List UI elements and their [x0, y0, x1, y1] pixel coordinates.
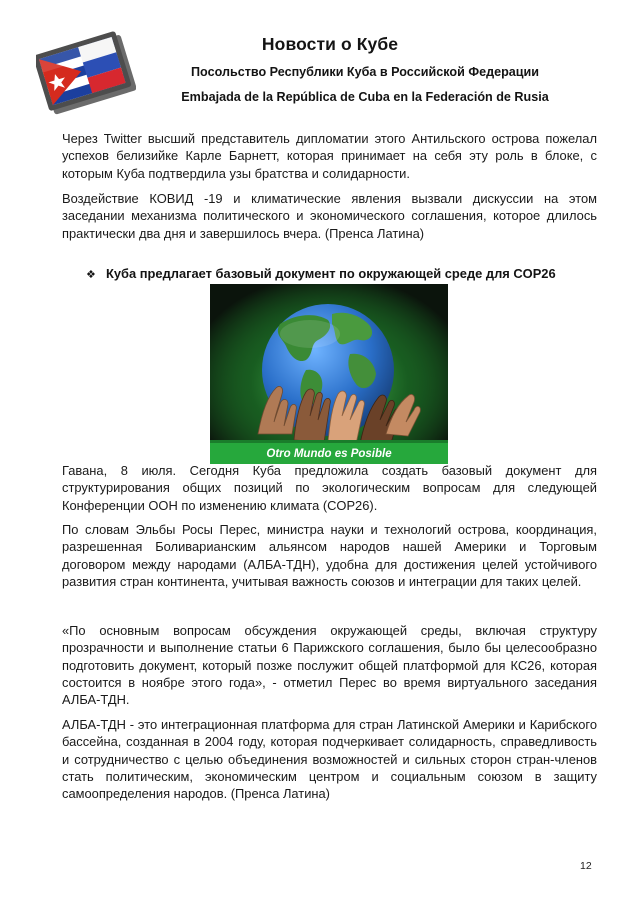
image-caption: Otro Mundo es Posible: [266, 448, 392, 460]
newsletter-title: Новости о Кубе: [261, 34, 399, 54]
article-paragraph: Гавана, 8 июля. Сегодня Куба предложила создать базовый документ для структурирования общих позиций по экологическим вопросам для следующей Конференции ООН по изменению климата (COP26).: [62, 463, 597, 513]
page-number: 12: [580, 860, 592, 872]
article-paragraph: По словам Эльбы Росы Перес, министра науки и технологий острова, координация, разрешенная Боливарианским альянсом народов нашей Америки и Торговым договором между народами (АЛБА-ТДН), удобна для достижения целей устойчивого развития стран континента, учитывая важность союзов и интеграции для таких целей.: [62, 522, 597, 589]
article-headline: [86, 266, 606, 281]
article-paragraph: «По основным вопросам обсуждения окружающей среды, включая структуру прозрачности и выполнение статьи 6 Парижского соглашения, было бы целесообразно подготовить документ, который позже послужит общей платформой для КС26, которая состоится в ноябре этого года», - отметил Перес во время виртуального заседания АЛБА-ТДН.: [62, 623, 597, 708]
embassy-name-spanish: Embajada de la República de Cuba en la Federación de Rusia: [181, 90, 549, 104]
article-paragraph: АЛБА-ТДН - это интеграционная платформа для стран Латинской Америки и Карибского бассейна, созданная в 2004 году, которая подчеркивает солидарность, справедливость и сотрудничество с целью объединения возможностей и сильных сторон стран-членов стать политическим, экономическим центром и социальным союзом в защиту самоопределения народов. (Пренса Латина): [62, 717, 597, 802]
article-paragraph: Воздействие КОВИД -19 и климатические явления вызвали дискуссии на этом заседании механизма политического и экономического соглашения, которое длилось практически два дня и завершилось вчера. (Пренса Латина): [62, 191, 597, 241]
diamond-bullet-icon: ❖: [86, 269, 96, 281]
embassy-name-russian: Посольство Республики Куба в Российской Федерации: [191, 65, 539, 79]
cuba-russia-flag-logo: [36, 28, 136, 118]
article-paragraph: Через Twitter высший представитель дипломатии этого Антильского острова пожелал успехов белизийке Карле Барнетт, которая принимает на себя эту роль в блоке, с которым Куба подтвердила узы братства и солидарности.: [62, 131, 597, 181]
globe-hands-image: [210, 284, 448, 464]
headline-text: Куба предлагает базовый документ по окружающей среде для COP26: [106, 266, 556, 281]
